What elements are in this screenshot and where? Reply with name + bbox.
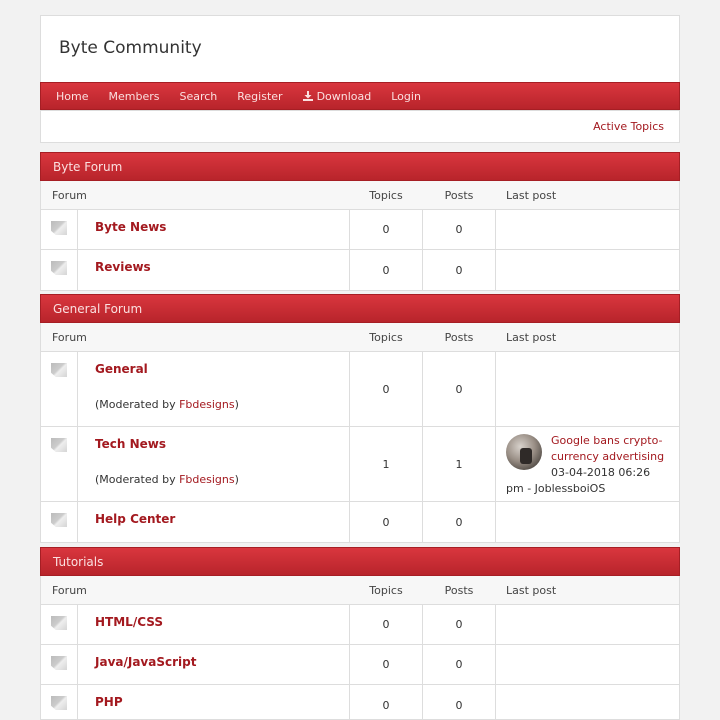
col-posts: Posts	[444, 188, 474, 202]
posts-count: 0	[423, 352, 496, 426]
forum-row	[41, 605, 679, 645]
col-forum: Forum	[52, 188, 87, 202]
moderator-link[interactable]: Fbdesigns	[179, 398, 235, 411]
posts-count: 0	[423, 685, 496, 720]
forum-icon-cell	[41, 427, 78, 501]
nav-download-label: Download	[316, 89, 372, 103]
last-post-cell	[496, 685, 679, 720]
nav-search-label: Search	[179, 89, 218, 103]
forum-row	[41, 210, 679, 250]
col-last-post: Last post	[506, 583, 557, 597]
column-headers	[41, 181, 679, 210]
forum-icon-cell	[41, 352, 78, 426]
last-post-cell	[496, 645, 679, 684]
col-forum: Forum	[52, 583, 87, 597]
subbar	[40, 110, 680, 143]
posts-count: 1	[423, 427, 496, 501]
forum-icon-cell	[41, 605, 78, 644]
forum-read-icon	[51, 363, 67, 377]
site-header	[40, 15, 680, 83]
forum-link[interactable]: HTML/CSS	[95, 615, 163, 629]
topics-count: 0	[350, 685, 423, 720]
topics-count: 0	[350, 645, 423, 684]
nav-members-label: Members	[108, 89, 160, 103]
last-post-cell	[496, 250, 679, 290]
topics-count: 0	[350, 250, 423, 290]
forum-read-icon	[51, 438, 67, 452]
col-last-post: Last post	[506, 330, 557, 344]
topics-count: 0	[350, 352, 423, 426]
download-icon	[303, 91, 313, 101]
forum-icon-cell	[41, 502, 78, 542]
forum-link[interactable]: PHP	[95, 695, 123, 709]
forum-icon-cell	[41, 645, 78, 684]
posts-count: 0	[423, 605, 496, 644]
moderated-by	[95, 473, 332, 486]
forum-read-icon	[51, 656, 67, 670]
forum-row	[41, 427, 679, 502]
topics-count: 0	[350, 502, 423, 542]
moderated-by	[95, 398, 332, 411]
col-last-post: Last post	[506, 188, 557, 202]
forum-link[interactable]: Byte News	[95, 220, 167, 234]
nav-login-label: Login	[391, 89, 421, 103]
forum-row	[41, 352, 679, 427]
col-forum: Forum	[52, 330, 87, 344]
nav-home-label: Home	[56, 89, 89, 103]
forum-icon-cell	[41, 210, 78, 249]
col-topics: Topics	[369, 330, 403, 344]
nav-download[interactable]	[293, 90, 382, 103]
posts-count: 0	[423, 210, 496, 249]
posts-count: 0	[423, 502, 496, 542]
forum-link[interactable]: Tech News	[95, 437, 166, 451]
nav-login[interactable]	[381, 90, 431, 103]
forum-row	[41, 685, 679, 720]
moderated-prefix: (Moderated by	[95, 473, 180, 486]
nav-home[interactable]	[46, 90, 98, 103]
col-topics: Topics	[369, 188, 403, 202]
forum-row	[41, 645, 679, 685]
main-nav	[40, 82, 680, 110]
category-title[interactable]: Byte Forum	[40, 152, 680, 181]
column-headers	[41, 576, 679, 605]
topics-count: 0	[350, 605, 423, 644]
forum-link[interactable]: Help Center	[95, 512, 176, 526]
col-topics: Topics	[369, 583, 403, 597]
last-post-cell	[496, 210, 679, 249]
posts-count: 0	[423, 250, 496, 290]
col-posts: Posts	[444, 330, 474, 344]
moderated-suffix: )	[234, 398, 239, 411]
col-posts: Posts	[444, 583, 474, 597]
last-post-link[interactable]: Google bans crypto-currency advertising	[551, 434, 665, 463]
category-tutorials	[40, 547, 680, 720]
forum-link[interactable]: Reviews	[95, 260, 151, 274]
forum-icon-cell	[41, 250, 78, 290]
forum-cell	[78, 427, 350, 501]
forum-link[interactable]: General	[95, 362, 148, 376]
forum-cell	[78, 210, 350, 249]
forum-read-icon	[51, 261, 67, 275]
forum-cell	[78, 352, 350, 426]
category-byte-forum	[40, 152, 680, 291]
active-topics-link[interactable]: Active Topics	[593, 120, 664, 133]
last-post-cell	[496, 502, 679, 542]
forum-read-icon	[51, 513, 67, 527]
last-post-cell	[496, 352, 679, 426]
forum-cell	[78, 685, 350, 720]
category-title[interactable]: General Forum	[40, 294, 680, 323]
forum-row	[41, 250, 679, 290]
forum-row	[41, 502, 679, 542]
topics-count: 0	[350, 210, 423, 249]
site-title[interactable]: Byte Community	[59, 38, 202, 58]
column-headers	[41, 323, 679, 352]
nav-members[interactable]	[98, 90, 169, 103]
forum-read-icon	[51, 616, 67, 630]
category-general-forum	[40, 294, 680, 543]
forum-read-icon	[51, 696, 67, 710]
forum-cell	[78, 250, 350, 290]
forum-link[interactable]: Java/JavaScript	[95, 655, 197, 669]
avatar[interactable]	[506, 434, 542, 470]
nav-register[interactable]	[227, 90, 292, 103]
last-post-meta: 03-04-2018 06:26 pm - JoblessboiOS	[506, 466, 651, 495]
topics-count: 1	[350, 427, 423, 501]
moderated-prefix: (Moderated by	[95, 398, 180, 411]
nav-search[interactable]	[169, 90, 227, 103]
nav-register-label: Register	[237, 89, 283, 103]
forum-cell	[78, 645, 350, 684]
last-post-cell	[496, 605, 679, 644]
forum-read-icon	[51, 221, 67, 235]
moderated-suffix: )	[234, 473, 239, 486]
moderator-link[interactable]: Fbdesigns	[179, 473, 235, 486]
last-post-cell	[496, 427, 679, 501]
category-title[interactable]: Tutorials	[40, 547, 680, 576]
forum-cell	[78, 605, 350, 644]
posts-count: 0	[423, 645, 496, 684]
forum-cell	[78, 502, 350, 542]
forum-icon-cell	[41, 685, 78, 720]
